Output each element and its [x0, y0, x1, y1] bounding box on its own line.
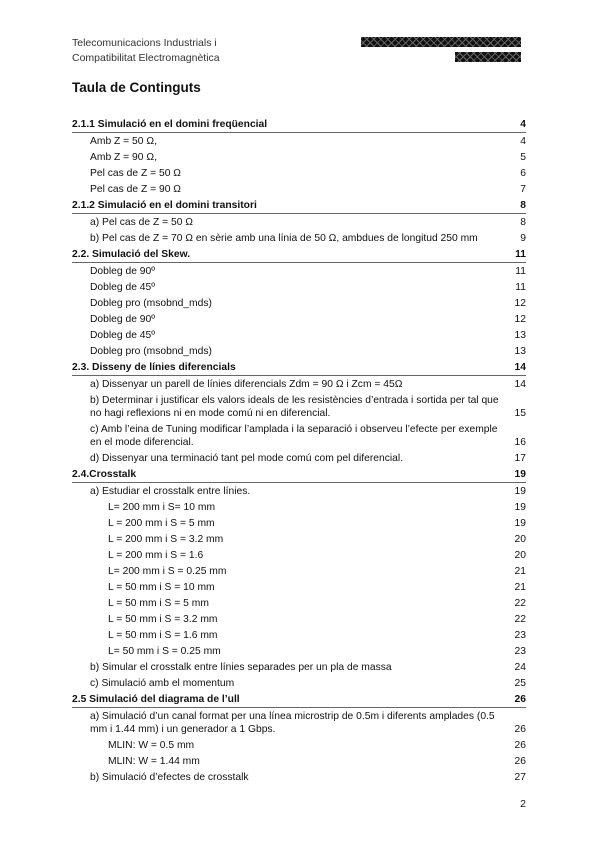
- toc-entry-page: 9: [520, 232, 526, 244]
- toc-entry-text: Dobleg pro (msobnd_mds): [90, 297, 212, 309]
- toc-entry-text: MLIN: W = 1.44 mm: [108, 755, 200, 767]
- toc-entry-text: 2.1.1 Simulació en el domini freqüencial: [72, 118, 268, 130]
- toc-entry-page: 19: [514, 485, 526, 497]
- toc-entry-page: 13: [514, 345, 526, 357]
- toc-entry-text: 2.2. Simulació del Skew.: [72, 248, 191, 260]
- toc-entry-page: 21: [514, 581, 526, 593]
- toc-entry[interactable]: [72, 214, 526, 230]
- toc-entry-text: b) Simular el crosstalk entre línies separades per un pla de massa: [90, 661, 392, 673]
- toc-entry[interactable]: [72, 327, 526, 343]
- toc-entry-text: d) Dissenyar una terminació tant pel mode comú com pel diferencial.: [90, 452, 404, 464]
- toc-entry-page: 4: [520, 135, 526, 147]
- toc-entry[interactable]: [72, 547, 526, 563]
- toc-entry[interactable]: [72, 392, 526, 421]
- redacted-name-2: [455, 52, 521, 62]
- toc-entry-page: 20: [514, 549, 526, 561]
- toc-entry-page: 27: [514, 771, 526, 783]
- toc-entry-text: Dobleg de 45º: [90, 281, 156, 293]
- toc-entry-text: L = 200 mm i S = 5 mm: [108, 517, 215, 529]
- toc-entry[interactable]: [72, 230, 526, 246]
- toc-entry-text: b) Determinar i justificar els valors ideals de les resistències d’entrada i sortida per tal que no hagi reflexions ni en mode comú ni en diferencial.: [90, 394, 499, 419]
- toc-entry-page: 19: [514, 517, 526, 529]
- toc-entry[interactable]: [72, 753, 526, 769]
- toc-entry-text: b) Pel cas de Z = 70 Ω en sèrie amb una línia de 50 Ω, ambdues de longitud 250 mm: [90, 232, 478, 244]
- toc-entry[interactable]: [72, 515, 526, 531]
- toc-entry[interactable]: [72, 197, 526, 214]
- toc-entry-text: Amb Z = 90 Ω,: [90, 151, 157, 163]
- toc-entry[interactable]: [72, 499, 526, 515]
- toc-entry-text: 2.1.2 Simulació en el domini transitori: [72, 199, 257, 211]
- toc-entry-text: Amb Z = 50 Ω,: [90, 135, 157, 147]
- toc-entry-page: 23: [514, 645, 526, 657]
- toc-entry-text: L = 50 mm i S = 1.6 mm: [108, 629, 218, 641]
- toc-entry-text: L= 200 mm i S = 0.25 mm: [108, 565, 227, 577]
- table-of-contents: [72, 116, 526, 785]
- toc-entry-page: 4: [520, 118, 526, 130]
- toc-entry-page: 19: [514, 468, 526, 480]
- toc-entry-text: Dobleg de 90º: [90, 265, 156, 277]
- toc-entry-page: 26: [514, 693, 526, 705]
- toc-entry[interactable]: [72, 116, 526, 133]
- toc-entry-page: 21: [514, 565, 526, 577]
- toc-entry[interactable]: [72, 595, 526, 611]
- toc-entry-text: Pel cas de Z = 90 Ω: [90, 183, 181, 195]
- toc-entry[interactable]: [72, 181, 526, 197]
- toc-title: Taula de Continguts: [72, 80, 201, 95]
- toc-entry-text: L = 50 mm i S = 3.2 mm: [108, 613, 218, 625]
- toc-entry-text: 2.3. Disseny de línies diferencials: [72, 361, 236, 373]
- toc-entry-text: L = 50 mm i S = 10 mm: [108, 581, 215, 593]
- toc-entry[interactable]: [72, 343, 526, 359]
- toc-entry[interactable]: [72, 133, 526, 149]
- toc-entry-page: 24: [514, 661, 526, 673]
- toc-entry[interactable]: [72, 376, 526, 392]
- toc-entry-text: 2.4.Crosstalk: [72, 468, 137, 480]
- toc-entry-page: 22: [514, 613, 526, 625]
- toc-entry[interactable]: [72, 311, 526, 327]
- toc-entry-page: 19: [514, 501, 526, 513]
- toc-entry[interactable]: [72, 149, 526, 165]
- toc-entry-page: 14: [514, 378, 526, 390]
- toc-entry[interactable]: [72, 483, 526, 499]
- toc-entry[interactable]: [72, 466, 526, 483]
- toc-entry-text: L = 50 mm i S = 5 mm: [108, 597, 209, 609]
- toc-entry[interactable]: [72, 769, 526, 785]
- header-line-2: Compatibilitat Electromagnètica: [72, 52, 220, 64]
- toc-entry-text: c) Simulació amb el momentum: [90, 677, 235, 689]
- toc-entry-text: Pel cas de Z = 50 Ω: [90, 167, 181, 179]
- toc-entry-page: 25: [514, 677, 526, 689]
- toc-entry-page: 26: [514, 723, 526, 735]
- toc-entry[interactable]: [72, 295, 526, 311]
- toc-entry[interactable]: [72, 659, 526, 675]
- toc-entry[interactable]: [72, 627, 526, 643]
- toc-entry-page: 12: [514, 313, 526, 325]
- toc-entry-text: a) Simulació d’un canal format per una línea microstrip de 0.5m i diferents amplades (0.5 mm i 1.44 mm) i un generador a 1 Gbps.: [90, 710, 495, 735]
- toc-entry[interactable]: [72, 421, 526, 450]
- toc-entry-text: a) Pel cas de Z = 50 Ω: [90, 216, 193, 228]
- toc-entry-page: 20: [514, 533, 526, 545]
- toc-entry-text: MLIN: W = 0.5 mm: [108, 739, 195, 751]
- toc-entry[interactable]: [72, 165, 526, 181]
- redacted-name-1: [361, 37, 521, 47]
- toc-entry[interactable]: [72, 279, 526, 295]
- toc-entry-text: L= 200 mm i S= 10 mm: [108, 501, 216, 513]
- toc-entry-page: 16: [514, 436, 526, 448]
- toc-entry-page: 5: [520, 151, 526, 163]
- toc-entry-page: 13: [514, 329, 526, 341]
- toc-entry-text: L= 50 mm i S = 0.25 mm: [108, 645, 221, 657]
- toc-entry[interactable]: [72, 675, 526, 691]
- toc-entry-text: b) Simulació d’efectes de crosstalk: [90, 771, 249, 783]
- toc-entry-page: 11: [515, 248, 526, 260]
- toc-entry-page: 11: [515, 265, 526, 277]
- toc-entry[interactable]: [72, 691, 526, 708]
- toc-entry-text: Dobleg de 45º: [90, 329, 156, 341]
- toc-entry-page: 23: [514, 629, 526, 641]
- toc-entry-text: c) Amb l’eina de Tuning modificar l’amplada i la separació i observeu l’efecte per exemple en el mode diferencial.: [90, 423, 498, 448]
- toc-entry-page: 7: [520, 183, 526, 195]
- toc-entry-text: Dobleg de 90º: [90, 313, 156, 325]
- toc-entry-page: 26: [514, 755, 526, 767]
- toc-entry-page: 11: [515, 281, 526, 293]
- toc-entry[interactable]: [72, 579, 526, 595]
- toc-entry[interactable]: [72, 246, 526, 263]
- toc-entry-page: 14: [514, 361, 526, 373]
- toc-entry[interactable]: [72, 359, 526, 376]
- toc-entry-page: 12: [514, 297, 526, 309]
- toc-entry-page: 15: [514, 407, 526, 419]
- header-line-1: Telecomunicacions Industrials i: [72, 37, 217, 49]
- toc-entry[interactable]: [72, 450, 526, 466]
- toc-entry-text: L = 200 mm i S = 1.6: [108, 549, 204, 561]
- toc-entry-page: 17: [514, 452, 526, 464]
- toc-entry[interactable]: [72, 643, 526, 659]
- toc-entry-text: Dobleg pro (msobnd_mds): [90, 345, 212, 357]
- toc-entry[interactable]: [72, 263, 526, 279]
- toc-entry[interactable]: [72, 708, 526, 737]
- toc-entry-page: 8: [520, 199, 526, 211]
- toc-entry-page: 8: [520, 216, 526, 228]
- toc-entry-text: a) Dissenyar un parell de línies diferencials Zdm = 90 Ω i Zcm = 45Ω: [90, 378, 403, 390]
- toc-entry-text: L = 200 mm i S = 3.2 mm: [108, 533, 224, 545]
- toc-entry[interactable]: [72, 531, 526, 547]
- toc-entry-text: a) Estudiar el crosstalk entre línies.: [90, 485, 251, 497]
- toc-entry[interactable]: [72, 737, 526, 753]
- toc-entry-page: 26: [514, 739, 526, 751]
- page-number: 2: [520, 798, 526, 810]
- toc-entry-text: 2.5 Simulació del diagrama de l’ull: [72, 693, 240, 705]
- toc-entry[interactable]: [72, 611, 526, 627]
- toc-entry[interactable]: [72, 563, 526, 579]
- document-header: [72, 36, 220, 66]
- toc-entry-page: 6: [520, 167, 526, 179]
- toc-entry-page: 22: [514, 597, 526, 609]
